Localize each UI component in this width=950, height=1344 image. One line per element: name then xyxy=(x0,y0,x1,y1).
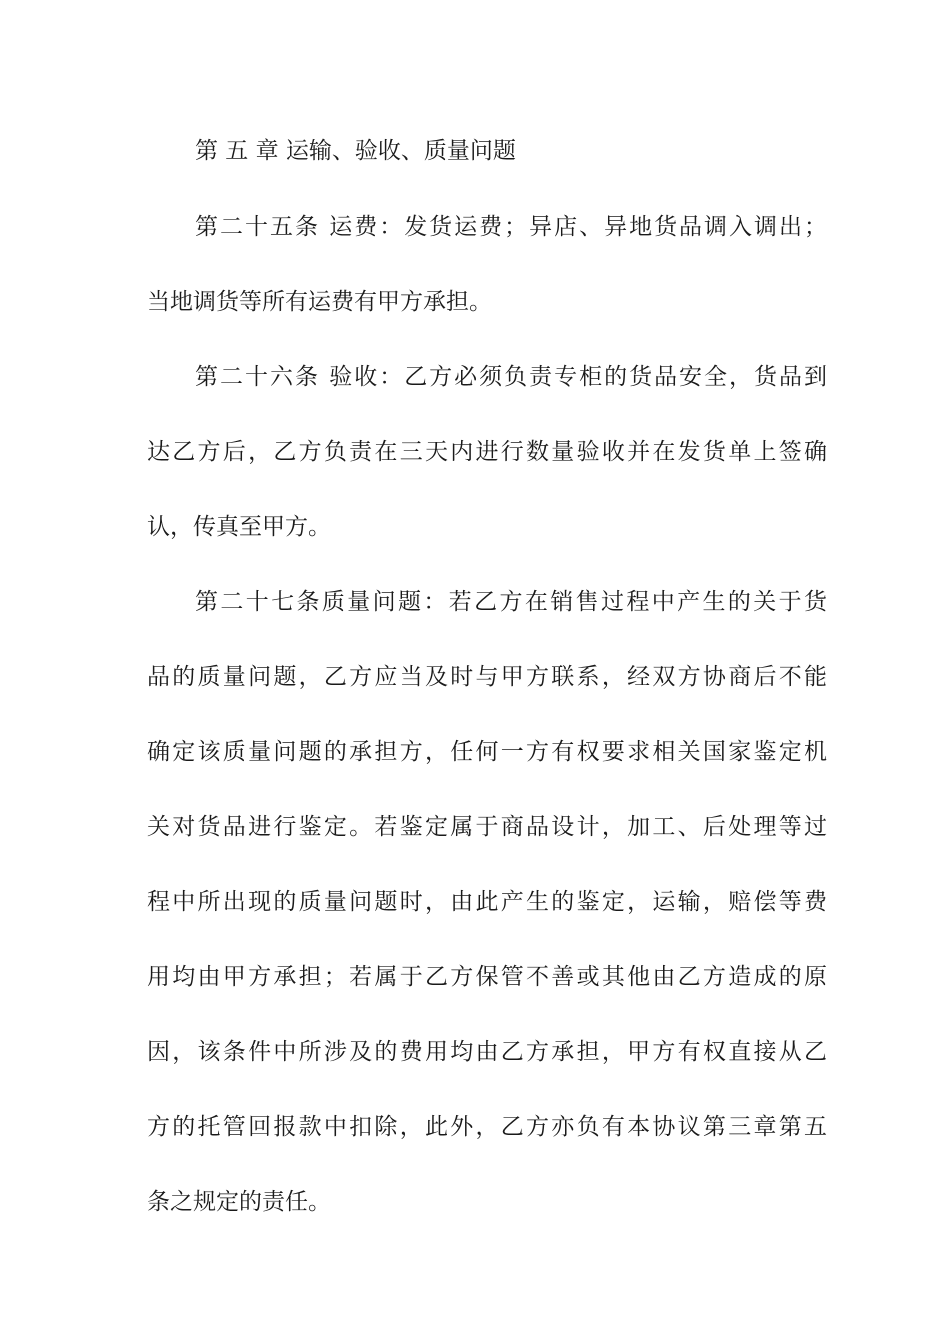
article-27-line-9: 条之规定的责任。 xyxy=(147,1189,331,1215)
article-26-line-2: 达乙方后，乙方负责在三天内进行数量验收并在发货单上签确 xyxy=(147,439,827,465)
article-26-line-1: 第二十六条 验收：乙方必须负责专柜的货品安全，货品到 xyxy=(195,364,827,390)
article-27-line-3: 确定该质量问题的承担方，任何一方有权要求相关国家鉴定机 xyxy=(147,739,827,765)
article-25-line-1: 第二十五条 运费：发货运费；异店、异地货品调入调出； xyxy=(195,214,827,240)
article-27-line-1: 第二十七条质量问题：若乙方在销售过程中产生的关于货 xyxy=(195,589,827,615)
chapter-heading: 第 五 章 运输、验收、质量问题 xyxy=(195,138,516,164)
article-27-line-5: 程中所出现的质量问题时，由此产生的鉴定，运输，赔偿等费 xyxy=(147,889,827,915)
article-27-line-7: 因，该条件中所涉及的费用均由乙方承担，甲方有权直接从乙 xyxy=(147,1039,827,1065)
article-27-line-8: 方的托管回报款中扣除，此外，乙方亦负有本协议第三章第五 xyxy=(147,1114,827,1140)
article-27-line-2: 品的质量问题，乙方应当及时与甲方联系，经双方协商后不能 xyxy=(147,664,827,690)
article-27-line-6: 用均由甲方承担；若属于乙方保管不善或其他由乙方造成的原 xyxy=(147,964,827,990)
article-27-line-4: 关对货品进行鉴定。若鉴定属于商品设计，加工、后处理等过 xyxy=(147,814,827,840)
article-25-line-2: 当地调货等所有运费有甲方承担。 xyxy=(147,289,492,315)
article-26-line-3: 认，传真至甲方。 xyxy=(147,514,331,540)
